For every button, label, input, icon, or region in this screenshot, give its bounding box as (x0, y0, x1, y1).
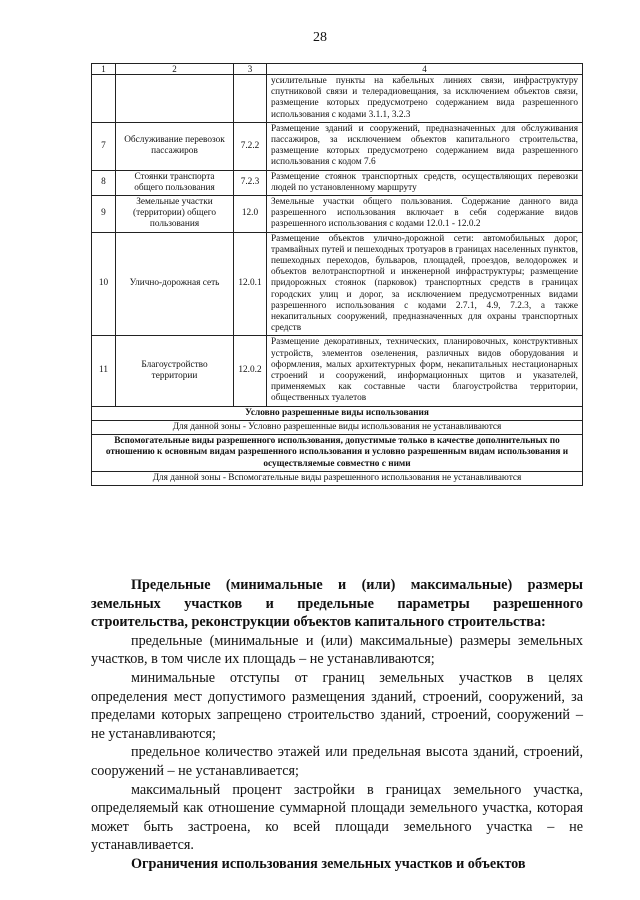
conditional-note: Для данной зоны - Условно разрешенные виды использования не устанавливаются (92, 420, 583, 434)
auxiliary-title: Вспомогательные виды разрешенного использования, допустимые только в качестве дополнительных по отношению к основным видам разрешенного использования и условно разрешенным видам использования и осуществляемые совместно с ними (92, 435, 583, 472)
paragraph: максимальный процент застройки в границах земельного участка, определяемый как отношение суммарной площади земельного участка, которая может быть застроена, ко всей площади земельного участка – не устанавливается. (91, 781, 583, 854)
row-code: 12.0 (234, 196, 267, 233)
row-number: 10 (92, 232, 116, 336)
paragraph: предельное количество этажей или предельная высота зданий, строений, сооружений – не устанавливается; (91, 744, 583, 779)
auxiliary-note-row (92, 471, 583, 485)
conditional-note-row (92, 420, 583, 434)
conditional-title-row (92, 406, 583, 420)
table-row (92, 336, 583, 406)
row-code: 12.0.2 (234, 336, 267, 406)
section-heading-2: Ограничения использования земельных участков и объектов (131, 855, 526, 872)
page-number: 28 (313, 30, 327, 45)
header-col-2: 2 (116, 64, 234, 75)
table-row (92, 170, 583, 195)
header-col-1: 1 (92, 64, 116, 75)
row-description: Размещение объектов улично-дорожной сети: автомобильных дорог, трамвайных путей и пешеходных тротуаров в границах населенных пунктов, пешеходных переходов, бульваров, площадей, проездов, велодорожек и объектов велотранспортной и инженерной инфраструктуры; размещение придорожных стоянок (парковок) транспортных средств в границах городских улиц и дорог, за исключением предусмотренных видами разрешенного использования с кодами 2.7.1, 4.9, 7.2.3, а также некапитальных сооружений, предназначенных для охраны транспортных средств (267, 232, 583, 336)
table-row (92, 232, 583, 336)
row-number: 7 (92, 122, 116, 170)
auxiliary-title-row (92, 435, 583, 472)
row-description: Земельные участки общего пользования. Содержание данного вида разрешенного использования включает в себя содержание видов разрешенного использования с кодами 12.0.1 - 12.0.2 (267, 196, 583, 233)
row-name: Стоянки транспорта общего пользования (116, 170, 234, 195)
auxiliary-note: Для данной зоны - Вспомогательные виды разрешенного использования не устанавливаются (92, 471, 583, 485)
row-code (234, 75, 267, 123)
conditional-title: Условно разрешенные виды использования (92, 406, 583, 420)
table-row (92, 196, 583, 233)
row-number: 11 (92, 336, 116, 406)
row-number: 8 (92, 170, 116, 195)
row-name: Земельные участки (территории) общего пользования (116, 196, 234, 233)
row-number: 9 (92, 196, 116, 233)
row-number (92, 75, 116, 123)
header-col-3: 3 (234, 64, 267, 75)
row-code: 7.2.2 (234, 122, 267, 170)
row-name (116, 75, 234, 123)
row-name: Благоустройство территории (116, 336, 234, 406)
row-name: Обслуживание перевозок пассажиров (116, 122, 234, 170)
row-name: Улично-дорожная сеть (116, 232, 234, 336)
table-header-row (92, 64, 583, 75)
row-code: 12.0.1 (234, 232, 267, 336)
paragraph: предельные (минимальные и (или) максимальные) размеры земельных участков, в том числе их площадь – не устанавливаются; (91, 632, 583, 668)
header-col-4: 4 (267, 64, 583, 75)
row-code: 7.2.3 (234, 170, 267, 195)
section-heading: Предельные (минимальные и (или) максимальные) размеры земельных участков и предельные параметры разрешенного строительства, реконструкции объектов капитального строительства: (91, 577, 583, 631)
table-row (92, 75, 583, 123)
table-row (92, 122, 583, 170)
paragraph: минимальные отступы от границ земельных участков в целях определения мест допустимого размещения зданий, строений, сооружений, за пределами которых запрещено строительство зданий, строений, сооружений – не устанавливаются; (91, 669, 583, 742)
row-description: усилительные пункты на кабельных линиях связи, инфраструктуру спутниковой связи и телерадиовещания, за исключением объектов связи, размещение которых предусмотрено содержанием вида разрешенного использования с кодами 3.1.1, 3.2.3 (267, 75, 583, 123)
body-text (91, 576, 583, 874)
row-description: Размещение стоянок транспортных средств, осуществляющих перевозки людей по установленному маршруту (267, 170, 583, 195)
land-use-table (91, 63, 583, 486)
row-description: Размещение зданий и сооружений, предназначенных для обслуживания пассажиров, за исключением объектов капитального строительства, размещение которых предусмотрено содержанием вида разрешенного использования с кодом 7.6 (267, 122, 583, 170)
row-description: Размещение декоративных, технических, планировочных, конструктивных устройств, элементов озеленения, различных видов оборудования и оформления, малых архитектурных форм, некапитальных нестационарных строений и сооружений, информационных щитов и указателей, применяемых как составные части благоустройства территории, общественных туалетов (267, 336, 583, 406)
